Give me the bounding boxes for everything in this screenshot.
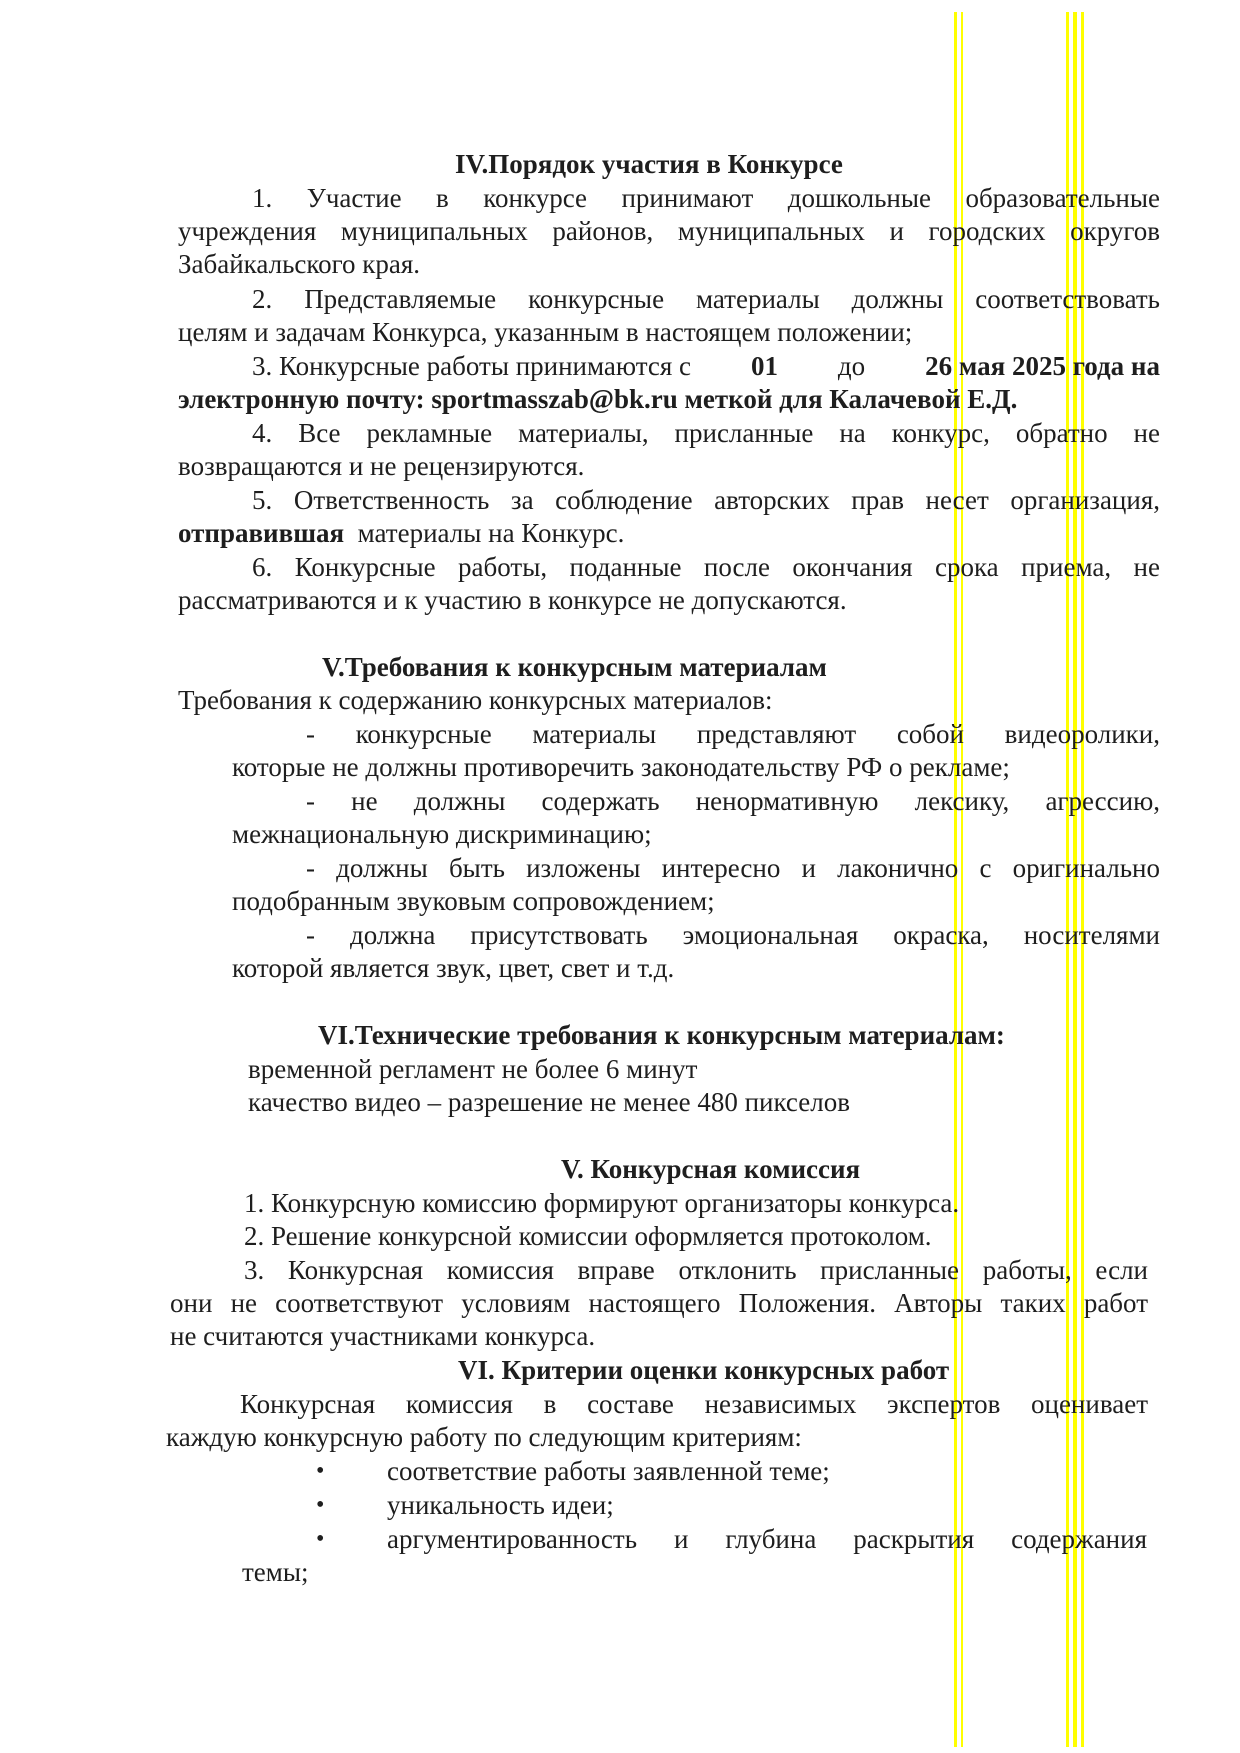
- criterion-3-line1: аргументированность и глубина раскрытия содержания: [387, 1524, 1147, 1554]
- bullet-icon: •: [316, 1492, 325, 1518]
- requirement-3-line2: подобранным звуковым сопровождением;: [232, 886, 715, 916]
- criterion-1: соответствие работы заявленной теме;: [387, 1456, 830, 1486]
- requirement-4-line2: которой является звук, цвет, свет и т.д.: [232, 953, 675, 983]
- tech-req-quality: качество видео – разрешение не менее 480 пикселов: [248, 1087, 850, 1117]
- section-4-p6-line2: рассматриваются и к участию в конкурсе не допускаются.: [178, 585, 847, 615]
- requirement-2-line2: межнациональную дискриминацию;: [232, 819, 652, 849]
- section-4-p1-line3: Забайкальского края.: [178, 249, 421, 279]
- section-4-p3-line2: электронную почту: sportmasszab@bk.ru меткой для Калачевой Е.Д.: [178, 384, 1018, 414]
- criteria-intro-line2: каждую конкурсную работу по следующим критериям:: [166, 1422, 802, 1452]
- commission-line5: не считаются участниками конкурса.: [170, 1321, 596, 1351]
- commission-line2: 2. Решение конкурсной комиссии оформляется протоколом.: [244, 1221, 932, 1251]
- commission-line3: 3. Конкурсная комиссия вправе отклонить присланные работы, если: [244, 1255, 1148, 1285]
- criteria-title: VI. Критерии оценки конкурсных работ: [458, 1355, 950, 1385]
- requirement-1-line1: - конкурсные материалы представляют собой видеоролики,: [306, 719, 1160, 749]
- commission-line4: они не соответствуют условиям настоящего Положения. Авторы таких работ: [170, 1288, 1148, 1318]
- section-4-p6-line1: 6. Конкурсные работы, поданные после окончания срока приема, не: [252, 552, 1160, 582]
- requirement-2-line1: - не должны содержать ненормативную лексику, агрессию,: [306, 786, 1160, 816]
- section-4-p2-line1: 2. Представляемые конкурсные материалы должны соответствовать: [252, 284, 1160, 314]
- section-4-p5-line1: 5. Ответственность за соблюдение авторских прав несет организация,: [252, 485, 1160, 515]
- criteria-intro-line1: Конкурсная комиссия в составе независимых экспертов оценивает: [240, 1389, 1148, 1419]
- p5-bold-word: отправившая: [178, 518, 345, 548]
- criterion-2: уникальность идеи;: [387, 1490, 614, 1520]
- section-4-p4-line1: 4. Все рекламные материалы, присланные на конкурс, обратно не: [252, 418, 1160, 448]
- section-4-title: IV.Порядок участия в Конкурсе: [455, 149, 843, 179]
- p3-text-c: до: [837, 351, 866, 381]
- bullet-icon: •: [316, 1458, 325, 1484]
- requirement-3-line1: - должны быть изложены интересно и лаконично с оригинально: [306, 853, 1160, 883]
- requirement-4-line1: - должна присутствовать эмоциональная окраска, носителями: [306, 920, 1160, 950]
- tech-req-duration: временной регламент не более 6 минут: [248, 1054, 698, 1084]
- section-4-p3-line1: [252, 350, 1160, 382]
- section-4-p2-line2: целям и задачам Конкурса, указанным в настоящем положении;: [178, 317, 913, 347]
- section-6-tech-title: VI.Технические требования к конкурсным материалам:: [318, 1020, 1005, 1050]
- section-5-title: V.Требования к конкурсным материалам: [322, 652, 827, 682]
- section-4-p5-line2: [178, 517, 624, 549]
- p3-date-to: 26 мая 2025 года на: [925, 351, 1160, 381]
- p3-date-from: 01: [750, 351, 778, 381]
- bullet-icon: •: [316, 1526, 325, 1552]
- section-4-p4-line2: возвращаются и не рецензируются.: [178, 451, 585, 481]
- requirement-1-line2: которые не должны противоречить законодательству РФ о рекламе;: [232, 752, 1010, 782]
- p3-text-a: 3. Конкурсные работы принимаются с: [252, 351, 691, 381]
- commission-title: V. Конкурсная комиссия: [561, 1154, 861, 1184]
- criterion-3-line2: темы;: [242, 1557, 309, 1587]
- section-5-intro: Требования к содержанию конкурсных материалов:: [178, 685, 773, 715]
- commission-line1: 1. Конкурсную комиссию формируют организаторы конкурса.: [244, 1188, 960, 1218]
- p5-rest: материалы на Конкурс.: [357, 518, 625, 548]
- section-4-p1-line1: 1. Участие в конкурсе принимают дошкольные образовательные: [252, 183, 1160, 213]
- section-4-p1-line2: учреждения муниципальных районов, муниципальных и городских округов: [178, 216, 1160, 246]
